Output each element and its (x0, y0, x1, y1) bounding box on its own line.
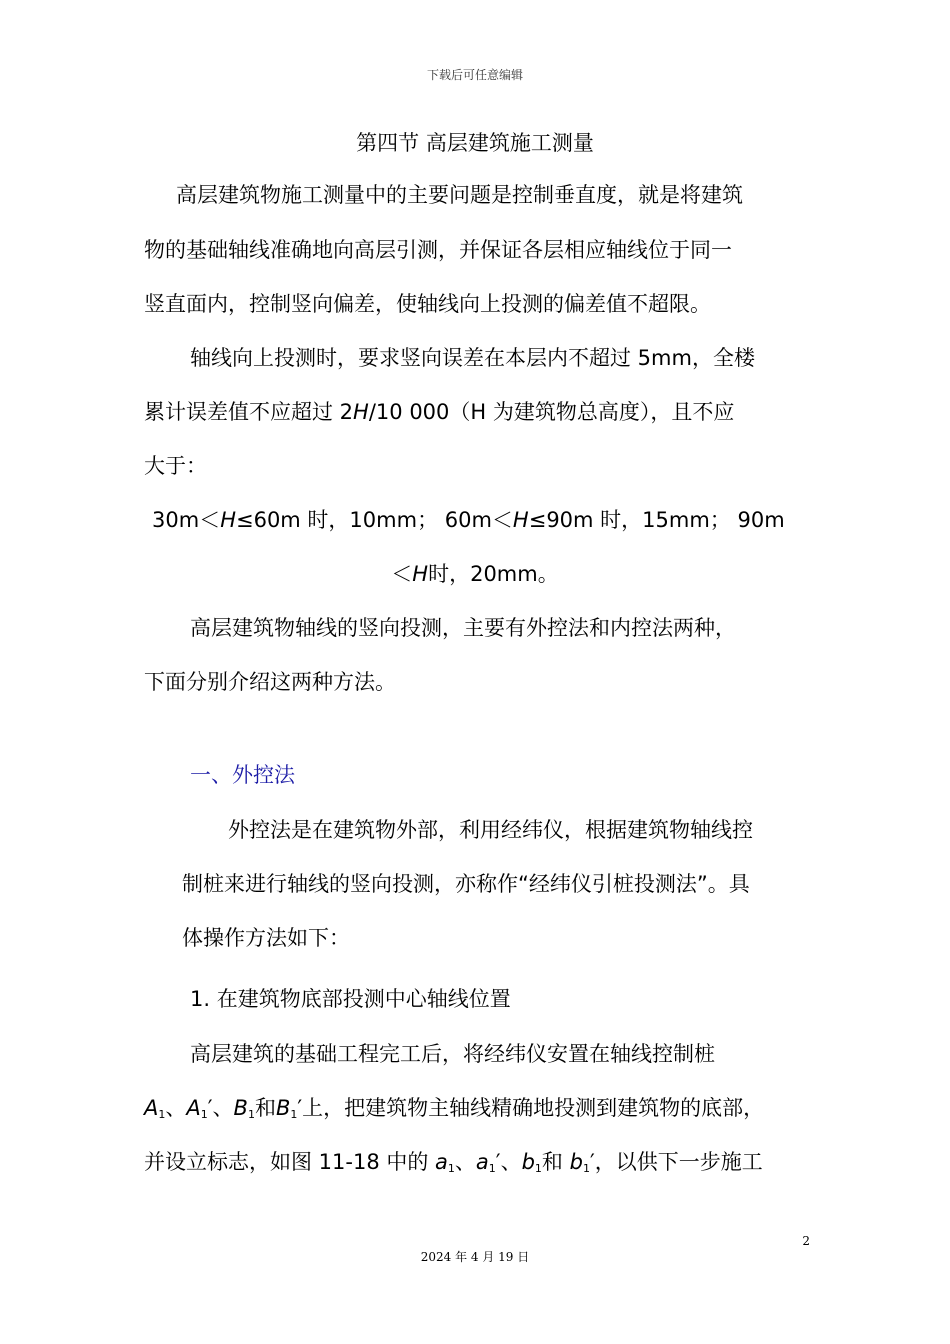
page-header: 下载后可任意编辑 (426, 68, 523, 82)
text-run: 和 (254, 1096, 276, 1120)
subscript: 1 (582, 1162, 590, 1175)
text-run: 、 (165, 1096, 187, 1120)
text-run: /10 000（H 为建筑物总高度），且不应 (368, 400, 735, 424)
symbol-A: A (144, 1096, 159, 1120)
symbol-B: B (275, 1096, 291, 1120)
paragraph-line-5 (144, 402, 734, 423)
subscript: 1 (488, 1162, 496, 1175)
symbol-a: a (475, 1150, 489, 1174)
text-run: ′、 (495, 1150, 522, 1174)
paragraph-line-2: 物的基础轴线准确地向高层引测，并保证各层相应轴线位于同一 (144, 238, 732, 262)
symbol-A: A (186, 1096, 201, 1120)
paragraph-line-7: 高层建筑物轴线的竖向投测，主要有外控法和内控法两种， (190, 616, 736, 640)
text-run: 并设立标志，如图 11-18 中的 (144, 1150, 436, 1174)
paragraph-line-6: 大于： (144, 454, 207, 478)
subscript: 1 (247, 1108, 255, 1121)
subscript: 1 (447, 1162, 455, 1175)
symbol-H: H (412, 562, 429, 586)
symbol-B: B (233, 1096, 248, 1120)
text-run: ′上，把建筑物主轴线精确地投测到建筑物的底部， (297, 1096, 765, 1120)
subscript: 1 (290, 1108, 298, 1121)
text-run: ≤90m 时，15mm； 90m (528, 508, 785, 532)
text-run: ≤60m 时，10mm； 60m＜ (235, 508, 513, 532)
numbered-heading: 1. 在建筑物底部投测中心轴线位置 (190, 987, 511, 1011)
text-run: ′，以供下一步施工 (589, 1150, 763, 1174)
paragraph-line-13 (144, 1098, 764, 1120)
symbol-b: b (569, 1150, 583, 1174)
text-run: 时，20mm。 (428, 562, 559, 586)
text-run: 、 (454, 1150, 476, 1174)
subscript: 1 (534, 1162, 542, 1175)
symbol-b: b (521, 1150, 535, 1174)
paragraph-line-4: 轴线向上投测时，要求竖向误差在本层内不超过 5mm，全楼 (190, 346, 755, 370)
paragraph-line-11: 体操作方法如下： (182, 926, 350, 950)
symbol-a: a (435, 1150, 448, 1174)
subsection-heading: 一、外控法 (190, 763, 295, 787)
subscript: 1 (200, 1108, 208, 1121)
text-run: 累计误差值不应超过 2 (144, 400, 354, 424)
paragraph-line-8: 下面分别介绍这两种方法。 (144, 670, 396, 694)
paragraph-line-9: 外控法是在建筑物外部，利用经纬仪，根据建筑物轴线控 (228, 818, 753, 842)
text-run: 30m＜ (152, 508, 221, 532)
text-run: ＜ (391, 562, 413, 586)
symbol-H: H (512, 508, 529, 532)
paragraph-line-3: 竖直面内，控制竖向偏差，使轴线向上投测的偏差值不超限。 (144, 292, 711, 316)
paragraph-line-10: 制桩来进行轴线的竖向投测，亦称作“经纬仪引桩投测法”。具 (182, 872, 750, 896)
text-run: ′、 (207, 1096, 234, 1120)
formula-line-1 (152, 510, 785, 531)
section-title: 第四节 高层建筑施工测量 (356, 131, 594, 155)
text-run: 和 (541, 1150, 570, 1174)
paragraph-line-1: 高层建筑物施工测量中的主要问题是控制垂直度，就是将建筑 (176, 183, 743, 207)
paragraph-line-14 (144, 1152, 763, 1174)
formula-line-2 (0, 564, 950, 585)
paragraph-line-12: 高层建筑的基础工程完工后，将经纬仪安置在轴线控制桩 (190, 1042, 715, 1066)
symbol-H: H (220, 508, 236, 532)
subscript: 1 (158, 1108, 166, 1121)
page-footer-date: 2024 年 4 月 19 日 (420, 1250, 530, 1264)
page-number: 2 (802, 1234, 810, 1248)
symbol-H: H (353, 400, 369, 424)
